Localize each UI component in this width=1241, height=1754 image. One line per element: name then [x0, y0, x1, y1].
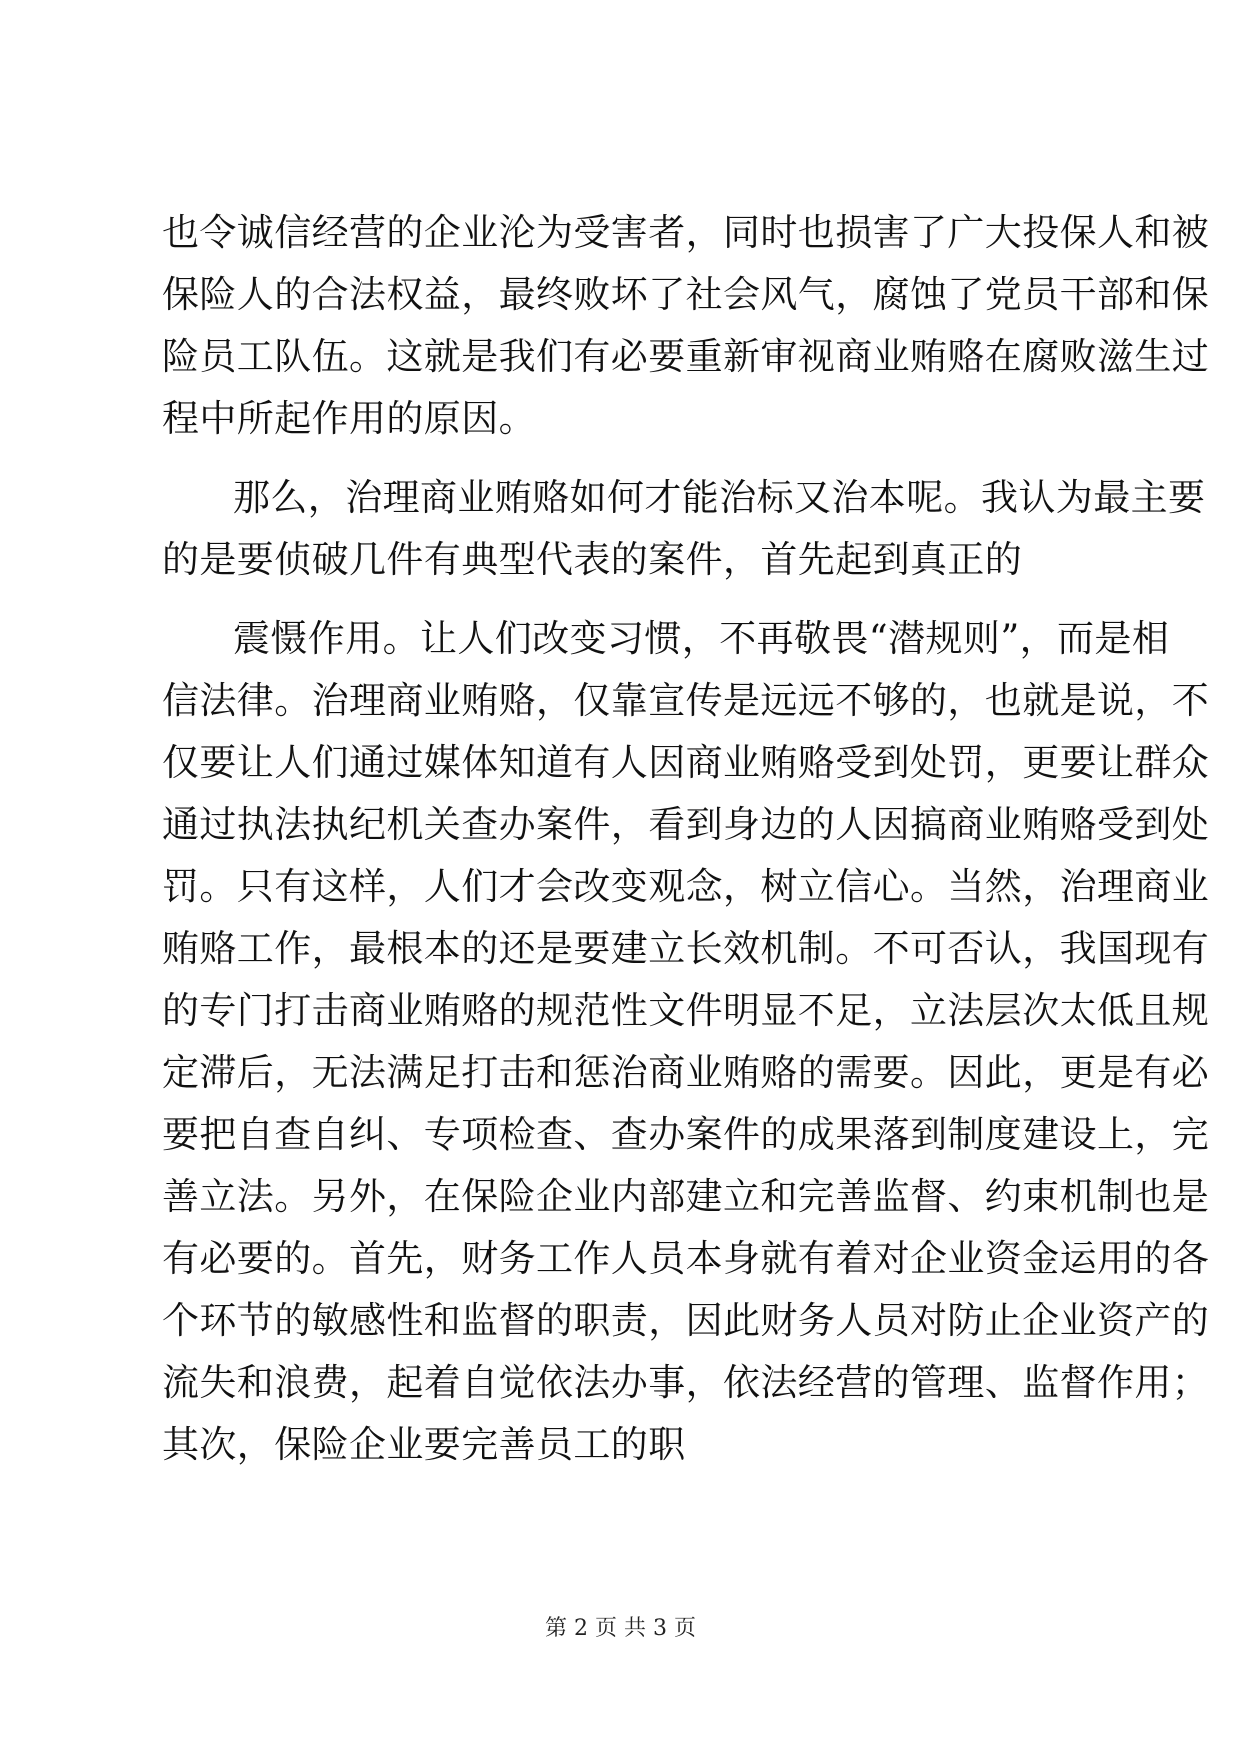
text-line: 要把自查自纠、专项检查、查办案件的成果落到制度建设上，完 — [162, 1113, 1210, 1156]
text-line: 信法律。治理商业贿赂，仅靠宣传是远远不够的，也就是说，不 — [162, 679, 1210, 722]
paragraph-first-line: 震慑作用。让人们改变习惯，不再敬畏“潜规则”，而是相 — [233, 617, 1170, 660]
text-line: 定滞后，无法满足打击和惩治商业贿赂的需要。因此，更是有必 — [162, 1051, 1210, 1094]
text-line: 通过执法执纪机关查办案件，看到身边的人因搞商业贿赂受到处 — [162, 803, 1210, 846]
text-line: 仅要让人们通过媒体知道有人因商业贿赂受到处罚，更要让群众 — [162, 741, 1210, 784]
text-line: 程中所起作用的原因。 — [162, 397, 536, 440]
text-line: 险员工队伍。这就是我们有必要重新审视商业贿赂在腐败滋生过 — [162, 335, 1210, 378]
text-line: 其次，保险企业要完善员工的职 — [162, 1423, 686, 1466]
text-line: 的是要侦破几件有典型代表的案件，首先起到真正的 — [162, 538, 1023, 581]
text-line: 有必要的。首先，财务工作人员本身就有着对企业资金运用的各 — [162, 1237, 1210, 1280]
text-line: 个环节的敏感性和监督的职责，因此财务人员对防止企业资产的 — [162, 1299, 1210, 1342]
text-line: 的专门打击商业贿赂的规范性文件明显不足，立法层次太低且规 — [162, 989, 1210, 1032]
text-line: 善立法。另外，在保险企业内部建立和完善监督、约束机制也是 — [162, 1175, 1210, 1218]
text-line: 保险人的合法权益，最终败坏了社会风气，腐蚀了党员干部和保 — [162, 273, 1210, 316]
text-line: 罚。只有这样，人们才会改变观念，树立信心。当然，治理商业 — [162, 865, 1210, 908]
page-number-footer: 第 2 页 共 3 页 — [545, 1616, 696, 1641]
text-line: 也令诚信经营的企业沦为受害者，同时也损害了广大投保人和被 — [162, 211, 1210, 254]
text-line: 流失和浪费，起着自觉依法办事，依法经营的管理、监督作用； — [162, 1361, 1210, 1404]
text-line: 贿赂工作，最根本的还是要建立长效机制。不可否认，我国现有 — [162, 927, 1210, 970]
paragraph-first-line: 那么，治理商业贿赂如何才能治标又治本呢。我认为最主要 — [233, 476, 1206, 519]
